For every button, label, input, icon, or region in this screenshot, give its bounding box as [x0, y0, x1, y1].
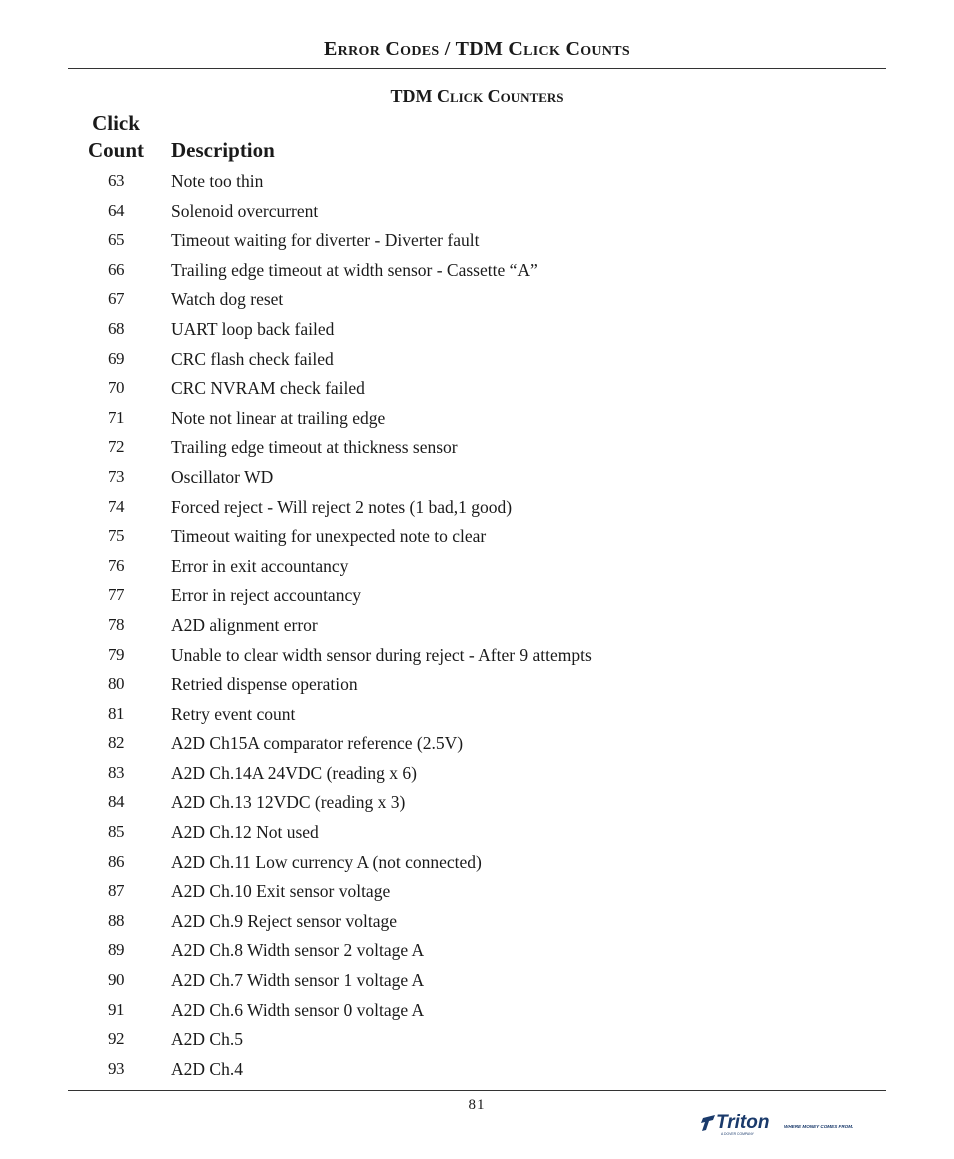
column-header-description: Description — [171, 138, 275, 162]
description-cell: Note not linear at trailing edge — [171, 407, 386, 428]
table-row — [0, 167, 954, 197]
click-count-cell: 87 — [108, 881, 124, 901]
description-cell: A2D Ch.9 Reject sensor voltage — [171, 910, 397, 931]
description-cell: Oscillator WD — [171, 466, 274, 487]
click-count-cell: 77 — [108, 585, 124, 605]
column-header-click-count — [80, 110, 152, 164]
description-cell: CRC flash check failed — [171, 348, 334, 369]
click-count-cell: 72 — [108, 437, 124, 457]
description-cell: Error in reject accountancy — [171, 585, 361, 606]
description-cell: A2D Ch.13 12VDC (reading x 3) — [171, 792, 406, 813]
table-title: TDM Click Counters — [390, 86, 564, 106]
table-row — [0, 345, 954, 375]
table-row — [0, 611, 954, 641]
table-row — [0, 522, 954, 552]
description-cell: Timeout waiting for diverter - Diverter fault — [171, 230, 480, 251]
click-count-cell: 86 — [108, 851, 124, 871]
click-count-cell: 93 — [108, 1058, 124, 1078]
click-count-cell: 83 — [108, 762, 124, 782]
click-count-cell: 67 — [108, 289, 124, 309]
table-row — [0, 936, 954, 966]
description-cell: CRC NVRAM check failed — [171, 378, 365, 399]
table-row — [0, 226, 954, 256]
page-header-title: Error Codes / TDM Click Counts — [324, 38, 630, 60]
triton-logo — [699, 1108, 869, 1138]
description-cell: Retried dispense operation — [171, 674, 358, 695]
table-row — [0, 818, 954, 848]
table-row — [0, 966, 954, 996]
description-cell: Timeout waiting for unexpected note to clear — [171, 526, 487, 547]
triton-logo-mark — [701, 1115, 715, 1131]
table-row — [0, 670, 954, 700]
click-count-cell: 82 — [108, 733, 124, 753]
header-divider — [68, 68, 886, 69]
description-cell: A2D Ch.11 Low currency A (not connected) — [171, 851, 482, 872]
table-row — [0, 1025, 954, 1055]
description-cell: Forced reject - Will reject 2 notes (1 bad,1 good) — [171, 496, 513, 517]
table-row — [0, 759, 954, 789]
column-header-click-count-line2: Count — [87, 138, 145, 162]
table-row — [0, 848, 954, 878]
table-row — [0, 433, 954, 463]
table-row — [0, 285, 954, 315]
description-cell: A2D Ch.10 Exit sensor voltage — [171, 881, 391, 902]
click-count-cell: 71 — [108, 407, 124, 427]
table-row — [0, 493, 954, 523]
table-row — [0, 1055, 954, 1085]
description-cell: Solenoid overcurrent — [171, 200, 319, 221]
description-cell: Trailing edge timeout at width sensor - Cassette “A” — [171, 259, 538, 280]
click-count-cell: 74 — [108, 496, 124, 516]
table-row — [0, 877, 954, 907]
click-count-cell: 69 — [108, 348, 124, 368]
table-row — [0, 729, 954, 759]
click-count-cell: 92 — [108, 1029, 124, 1049]
click-count-cell: 90 — [108, 970, 124, 990]
click-count-cell: 84 — [108, 792, 124, 812]
table-row — [0, 374, 954, 404]
table-row — [0, 996, 954, 1026]
click-count-cell: 89 — [108, 940, 124, 960]
description-cell: Watch dog reset — [171, 289, 284, 310]
table-row — [0, 463, 954, 493]
table-row — [0, 581, 954, 611]
column-header-click-count-line1: Click — [92, 111, 140, 135]
click-count-cell: 76 — [108, 555, 124, 575]
click-count-cell: 91 — [108, 999, 124, 1019]
table-row — [0, 788, 954, 818]
click-count-cell: 65 — [108, 230, 124, 250]
triton-logo-subtext: A DOVER COMPANY — [721, 1132, 754, 1136]
click-count-cell: 80 — [108, 674, 124, 694]
table-row — [0, 907, 954, 937]
description-cell: Trailing edge timeout at thickness sensor — [171, 437, 458, 458]
table-row — [0, 404, 954, 434]
click-count-cell: 78 — [108, 614, 124, 634]
triton-logo-wordmark: Triton — [716, 1112, 770, 1133]
table-row — [0, 315, 954, 345]
description-cell: Note too thin — [171, 171, 264, 191]
footer-divider — [68, 1090, 886, 1091]
description-cell: Unable to clear width sensor during reject - After 9 attempts — [171, 644, 592, 665]
click-count-cell: 75 — [108, 526, 124, 546]
description-cell: A2D Ch15A comparator reference (2.5V) — [171, 733, 464, 754]
description-cell: UART loop back failed — [171, 318, 335, 339]
description-cell: A2D Ch.6 Width sensor 0 voltage A — [171, 999, 425, 1020]
description-cell: A2D Ch.4 — [171, 1058, 243, 1079]
description-cell: A2D Ch.8 Width sensor 2 voltage A — [171, 940, 425, 961]
click-count-cell: 88 — [108, 910, 124, 930]
table-row — [0, 700, 954, 730]
click-count-cell: 85 — [108, 822, 124, 842]
table-row — [0, 552, 954, 582]
click-count-cell: 81 — [108, 703, 124, 723]
click-count-cell: 63 — [108, 171, 124, 190]
click-count-cell: 70 — [108, 378, 124, 398]
description-cell: Retry event count — [171, 703, 296, 724]
click-count-cell: 73 — [108, 466, 124, 486]
description-cell: A2D Ch.12 Not used — [171, 822, 319, 843]
click-count-cell: 64 — [108, 200, 124, 220]
table-row — [0, 197, 954, 227]
description-cell: A2D alignment error — [171, 614, 318, 635]
description-cell: A2D Ch.14A 24VDC (reading x 6) — [171, 762, 417, 783]
click-counter-table — [0, 167, 954, 1084]
table-row — [0, 256, 954, 286]
click-count-cell: 66 — [108, 259, 124, 279]
table-row — [0, 641, 954, 671]
description-cell: A2D Ch.5 — [171, 1029, 243, 1050]
description-cell: A2D Ch.7 Width sensor 1 voltage A — [171, 970, 425, 991]
triton-logo-tagline: WHERE MONEY COMES FROM. — [784, 1124, 854, 1129]
click-count-cell: 79 — [108, 644, 124, 664]
page-number: 81 — [468, 1097, 486, 1113]
description-cell: Error in exit accountancy — [171, 555, 349, 576]
click-count-cell: 68 — [108, 318, 124, 338]
